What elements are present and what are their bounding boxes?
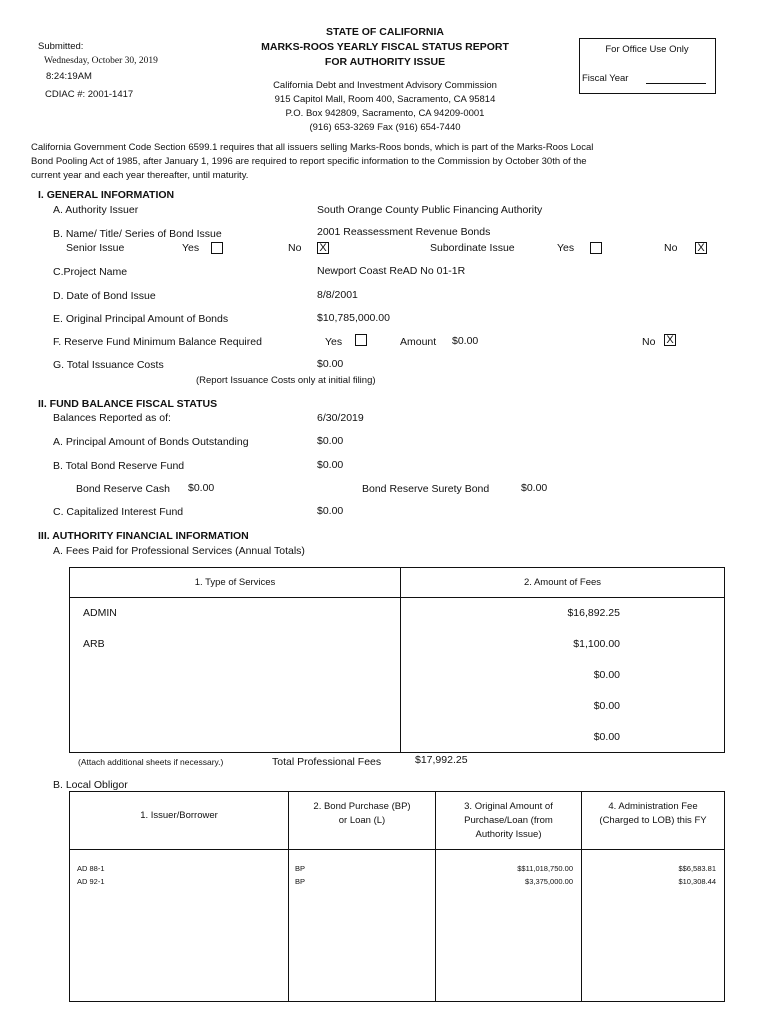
date-of-issue-value: 8/8/2001 [317, 289, 358, 301]
issuance-costs-note: (Report Issuance Costs only at initial filing) [196, 375, 376, 386]
fees-table [69, 567, 725, 753]
obligor-col-issuer-header: 1. Issuer/Borrower [140, 810, 218, 821]
obligor-row-fee: $10,308.44 [678, 877, 716, 886]
bonds-outstanding-value: $0.00 [317, 435, 344, 447]
bond-reserve-fund-label: B. Total Bond Reserve Fund [53, 460, 185, 472]
issuance-costs-value: $0.00 [317, 358, 344, 370]
reserve-surety-value: $0.00 [521, 482, 548, 494]
obligor-col-type-header-1: 2. Bond Purchase (BP) [313, 801, 411, 812]
senior-yes-label: Yes [182, 242, 200, 254]
senior-yes-checkbox[interactable] [211, 242, 223, 254]
issuance-costs-label: G. Total Issuance Costs [53, 359, 164, 371]
bond-issue-name-value: 2001 Reassessment Revenue Bonds [317, 226, 491, 238]
attach-sheets-note: (Attach additional sheets if necessary.) [78, 757, 224, 767]
obligor-col-amount-header-3: Authority Issue) [475, 829, 542, 840]
bond-reserve-fund-value: $0.00 [317, 459, 344, 471]
intro-line-3: current year and each year thereafter, until maturity. [31, 170, 249, 181]
obligor-row-type: BP [295, 864, 306, 873]
office-use-label: For Office Use Only [605, 44, 689, 55]
principal-amount-label: E. Original Principal Amount of Bonds [53, 313, 229, 325]
fee-row-amount: $1,100.00 [573, 638, 620, 650]
total-fees-value: $17,992.25 [415, 754, 468, 766]
subordinate-yes-checkbox[interactable] [590, 242, 602, 254]
reserve-no-label: No [642, 336, 656, 348]
intro-line-2: Bond Pooling Act of 1985, after January 1, 1996 are required to report specific information to the Commission by October 30th of the [31, 156, 587, 167]
obligor-col-type-header-2: or Loan (L) [338, 815, 386, 826]
subordinate-issue-label: Subordinate Issue [430, 242, 515, 254]
obligor-row-issuer: AD 88-1 [77, 864, 105, 873]
obligor-col-amount-header-2: Purchase/Loan (from [464, 815, 553, 826]
reserve-amount-value: $0.00 [452, 335, 479, 347]
project-name-label: C.Project Name [53, 266, 128, 278]
form-title-state: STATE OF CALIFORNIA [325, 26, 445, 38]
subordinate-no-label: No [664, 242, 678, 254]
obligor-row-fee: $$6,583.81 [678, 864, 716, 873]
fees-col-amount-header: 2. Amount of Fees [523, 577, 602, 588]
fiscal-year-label: Fiscal Year [582, 73, 629, 84]
obligor-row-amount: $3,375,000.00 [525, 877, 573, 886]
reserve-cash-label: Bond Reserve Cash [76, 483, 170, 495]
office-use-box [579, 38, 716, 94]
fees-table-divider [400, 568, 401, 752]
bond-issue-name-label: B. Name/ Title/ Series of Bond Issue [53, 228, 222, 240]
fiscal-year-field [646, 83, 706, 84]
obligor-row-type: BP [295, 877, 306, 886]
cdiac-number: CDIAC #: 2001-1417 [45, 89, 134, 100]
fee-row-amount: $0.00 [593, 669, 620, 681]
date-of-issue-label: D. Date of Bond Issue [53, 290, 156, 302]
fees-table-header-rule [70, 597, 724, 598]
obligor-col-amount-header-1: 3. Original Amount of [464, 801, 553, 812]
commission-name: California Debt and Investment Advisory Commission [273, 80, 497, 91]
obligor-col-fee-header-1: 4. Administration Fee [608, 801, 698, 812]
balances-as-of-value: 6/30/2019 [317, 412, 364, 424]
senior-no-label: No [288, 242, 302, 254]
commission-po-box: P.O. Box 942809, Sacramento, CA 94209-0001 [285, 108, 485, 119]
fee-row-amount: $0.00 [593, 731, 620, 743]
local-obligor-table [69, 791, 725, 1002]
reserve-surety-label: Bond Reserve Surety Bond [362, 483, 490, 495]
authority-issuer-value: South Orange County Public Financing Authority [317, 204, 543, 216]
section-financial-heading: III. AUTHORITY FINANCIAL INFORMATION [38, 530, 249, 542]
principal-amount-value: $10,785,000.00 [317, 312, 390, 324]
submitted-time: 8:24:19AM [46, 71, 92, 82]
fee-row-type: ARB [83, 638, 105, 650]
local-obligor-label: B. Local Obligor [53, 779, 128, 791]
submitted-date: Wednesday, October 30, 2019 [44, 56, 158, 66]
section-general-heading: I. GENERAL INFORMATION [38, 189, 175, 201]
reserve-no-checkbox[interactable]: X [664, 334, 676, 346]
fees-paid-label: A. Fees Paid for Professional Services (Annual Totals) [53, 545, 305, 557]
submitted-label: Submitted: [38, 41, 84, 52]
reserve-cash-value: $0.00 [188, 482, 215, 494]
capitalized-interest-label: C. Capitalized Interest Fund [53, 506, 184, 518]
fee-row-amount: $16,892.25 [567, 607, 620, 619]
bonds-outstanding-label: A. Principal Amount of Bonds Outstanding [53, 436, 249, 448]
intro-line-1: California Government Code Section 6599.1 requires that all issuers selling Marks-Roos bonds, which is part of the Marks-Roos Local [31, 142, 594, 153]
senior-issue-label: Senior Issue [66, 242, 125, 254]
commission-phone: (916) 653-3269 Fax (916) 654-7440 [309, 122, 461, 133]
fees-col-type-header: 1. Type of Services [194, 577, 276, 588]
balances-as-of-label: Balances Reported as of: [53, 412, 171, 424]
senior-no-checkbox[interactable]: X [317, 242, 329, 254]
fee-row-amount: $0.00 [593, 700, 620, 712]
commission-address: 915 Capitol Mall, Room 400, Sacramento, CA 95814 [274, 94, 496, 105]
obligor-col-fee-header-2: (Charged to LOB) this FY [599, 815, 707, 826]
subordinate-yes-label: Yes [557, 242, 575, 254]
reserve-yes-label: Yes [325, 336, 343, 348]
fee-row-type: ADMIN [83, 607, 117, 619]
section-fund-balance-heading: II. FUND BALANCE FISCAL STATUS [38, 398, 218, 410]
reserve-fund-label: F. Reserve Fund Minimum Balance Required [53, 336, 262, 348]
form-title-report: MARKS-ROOS YEARLY FISCAL STATUS REPORT [261, 41, 509, 53]
obligor-header-rule [70, 849, 724, 850]
capitalized-interest-value: $0.00 [317, 505, 344, 517]
reserve-yes-checkbox[interactable] [355, 334, 367, 346]
obligor-row-issuer: AD 92-1 [77, 877, 105, 886]
total-fees-label: Total Professional Fees [272, 756, 382, 768]
obligor-row-amount: $$11,018,750.00 [517, 864, 573, 873]
form-title-authority: FOR AUTHORITY ISSUE [324, 56, 446, 68]
reserve-amount-label: Amount [400, 336, 437, 348]
project-name-value: Newport Coast ReAD No 01-1R [317, 265, 466, 277]
subordinate-no-checkbox[interactable]: X [695, 242, 707, 254]
authority-issuer-label: A. Authority Issuer [53, 204, 139, 216]
